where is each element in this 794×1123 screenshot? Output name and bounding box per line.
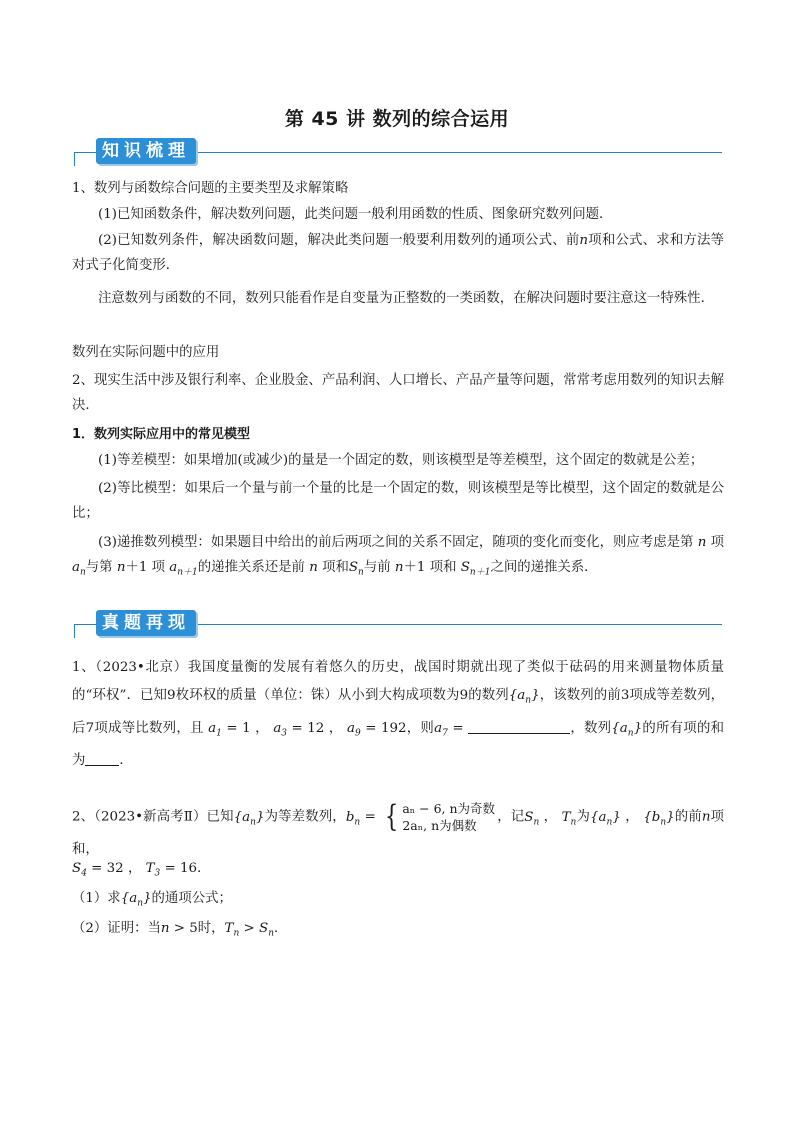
knowledge-para-4: 2、现实生活中涉及银行利率、企业股金、产品利润、人口增长、产品产量等问题，常常考虑用数列的知识去解决． xyxy=(72,373,724,413)
knowledge-heading-1: 1、数列与函数综合问题的主要类型及求解策略 xyxy=(72,181,349,196)
question-2-condition: $S_4 = 32$ ， $T_3 = 16$． xyxy=(72,861,211,879)
answer-blank-2[interactable] xyxy=(85,751,119,766)
knowledge-para-7: (3)递推数列模型：如果题目中给出的前后两项之间的关系不固定，随项的变化而变化，则应考虑是第 n 项 $a_n$与第 n＋1 项 $a_{n+1}$的递推关系还是前 n 项和$S_n$与前 n＋1 项和 $S_{n+1}$之间的递推关系． xyxy=(72,535,724,578)
knowledge-para-6: (2)等比模型：如果后一个量与前一个量的比是一个固定的数，则该模型是等比模型，这个固定的数就是公比； xyxy=(72,481,724,521)
section-tag-knowledge: 知识梳理 xyxy=(96,138,196,164)
knowledge-para-1: (1)已知函数条件，解决数列问题，此类问题一般利用函数的性质、图象研究数列问题． xyxy=(98,207,613,222)
knowledge-heading-3: 1．数列实际应用中的常见模型 xyxy=(72,427,251,442)
question-2-part-1: （1）求$\{a_n\}$的通项公式； xyxy=(72,891,232,909)
section-header-exam xyxy=(74,610,722,640)
question-1: 1、（2023•北京）我国度量衡的发展有着悠久的历史，战国时期就出现了类似于砝码的用来测量物体质量的“环权”．已知9枚环权的质量（单位：铢）从小到大构成项数为9的数列$\{a_n\}$，该数列的前3项成等差数列，后7项成等比数列，且 $a_1 = 1$ ， $a_3 = 12$ ， $a_9 = 192$，则$a_7$ = ，数列$\{a_n\}$的所有项的和为 ． xyxy=(72,660,724,769)
piecewise-formula: { aₙ − 6, n为奇数 2aₙ, n为偶数 xyxy=(385,799,496,834)
knowledge-heading-2: 数列在实际问题中的应用 xyxy=(72,345,220,360)
knowledge-para-5: (1)等差模型：如果增加(或减少)的量是一个固定的数，则该模型是等差模型，这个固定的数就是公差； xyxy=(98,453,704,468)
question-2: 2、（2023•新高考Ⅱ）已知$\{a_n\}$为等差数列，$b_n$ = { aₙ − 6, n为奇数 2aₙ, n为偶数 ，记$S_n$ ， $T_n$为$\{a_n\}$ ， $\{b_n\}$的前n项和， xyxy=(72,799,725,858)
answer-blank-1[interactable] xyxy=(468,719,570,734)
knowledge-para-3: 注意数列与函数的不同，数列只能看作是自变量为正整数的一类函数，在解决问题时要注意这一特殊性． xyxy=(98,291,714,306)
question-2-part-2: （2）证明：当n > 5时，$T_n > S_n$． xyxy=(72,921,288,939)
section-header-knowledge xyxy=(74,138,722,168)
section-corner xyxy=(74,624,85,638)
knowledge-para-2: (2)已知数列条件，解决函数问题，解决此类问题一般要利用数列的通项公式、前n项和公式、求和方法等对式子化简变形． xyxy=(72,233,725,273)
section-corner xyxy=(74,152,85,166)
section-tag-exam: 真题再现 xyxy=(96,610,196,636)
page-title: 第 45 讲 数列的综合运用 xyxy=(284,108,510,130)
